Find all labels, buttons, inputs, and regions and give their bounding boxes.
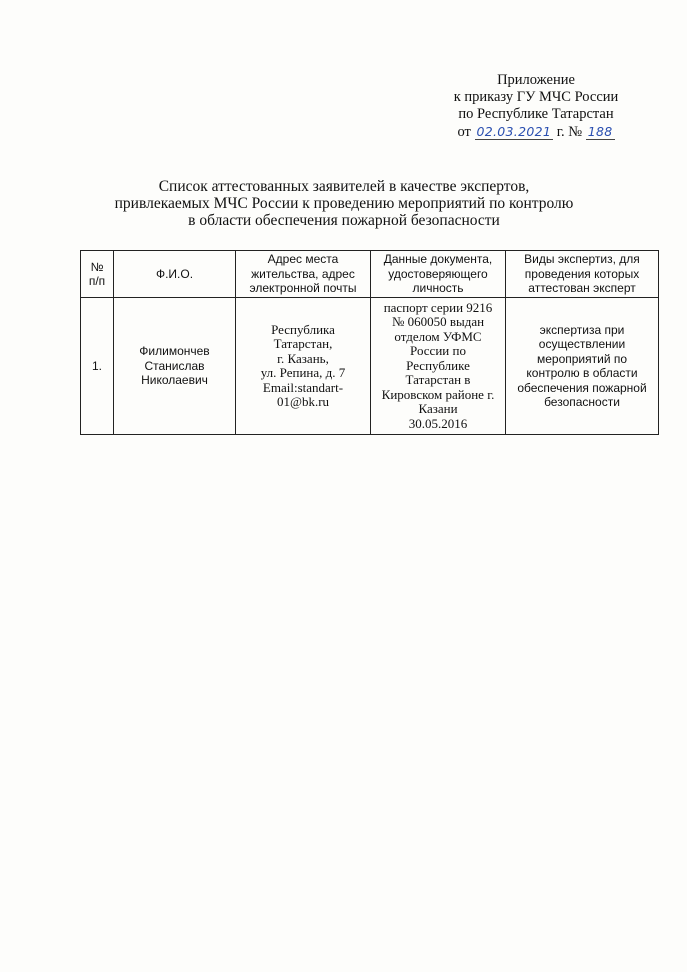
cell-line: аттестован эксперт <box>528 281 636 296</box>
cell-line: России по <box>410 343 466 359</box>
from-label: от <box>457 124 471 140</box>
cell-line: Татарстан в <box>405 372 471 388</box>
experts-table <box>80 250 659 435</box>
appendix-date-number <box>420 123 652 141</box>
title-line-2: привлекаемых МЧС России к проведению мероприятий по контролю <box>114 195 574 212</box>
cell-line: отделом УФМС <box>394 328 482 344</box>
cell-line: личность <box>412 281 464 296</box>
cell-line: жительства, адрес <box>251 266 355 281</box>
header-num <box>81 251 114 298</box>
cell-line: № <box>90 259 104 274</box>
title-line-1: Список аттестованных заявителей в качестве экспертов, <box>158 178 530 195</box>
table-row <box>81 298 659 435</box>
cell-line: обеспечения пожарной <box>517 380 647 395</box>
row-document <box>371 298 506 435</box>
header-document <box>371 251 506 298</box>
cell-line: проведения которых <box>524 266 640 281</box>
cell-line: Республика <box>271 321 335 337</box>
cell-line: ул. Репина, д. 7 <box>260 365 346 380</box>
cell-line: Татарстан, <box>273 336 333 351</box>
cell-line: № 060050 выдан <box>391 314 485 330</box>
cell-line: паспорт серии 9216 <box>383 299 493 315</box>
header-address <box>236 251 371 298</box>
row-name <box>114 298 236 435</box>
document-title <box>60 178 628 229</box>
cell-line: г. Казань, <box>277 350 329 366</box>
cell-line: электронной почты <box>249 281 357 296</box>
header-expertise <box>506 251 659 298</box>
cell-line: удостоверяющего <box>388 266 488 281</box>
cell-line: Адрес места <box>267 252 339 267</box>
order-date: 02.03.2021 <box>476 124 552 139</box>
row-num: 1. <box>81 298 114 435</box>
cell-line: п/п <box>88 274 106 288</box>
cell-line: Ф.И.О. <box>155 266 194 281</box>
cell-line: осуществлении <box>538 337 626 351</box>
table-header-row <box>81 251 659 298</box>
cell-line: экспертиза при <box>539 322 625 337</box>
year-number-label: г. № <box>556 124 583 140</box>
cell-line: контролю в области <box>526 366 638 380</box>
cell-line: Станислав <box>144 358 205 373</box>
cell-line: 01@bk.ru <box>276 394 330 409</box>
order-number: 188 <box>587 124 613 139</box>
title-line-3: в области обеспечения пожарной безопасности <box>188 212 500 229</box>
cell-line: Виды экспертиз, для <box>524 252 640 267</box>
cell-line: Кировском районе г. <box>381 386 495 402</box>
row-expertise <box>506 298 659 435</box>
cell-line: Данные документа, <box>383 252 493 267</box>
header-name <box>114 251 236 298</box>
appendix-title: Приложение <box>497 72 575 88</box>
cell-line: 30.05.2016 <box>408 415 468 431</box>
cell-line: Николаевич <box>141 373 208 388</box>
cell-line: Email:standart- <box>262 379 344 395</box>
cell-line: мероприятий по <box>536 351 628 366</box>
appendix-region: по Республике Татарстан <box>458 106 614 122</box>
appendix-header <box>420 72 652 141</box>
cell-line: безопасности <box>544 395 620 409</box>
row-address <box>236 298 371 435</box>
cell-line: Филимончев <box>139 344 210 359</box>
appendix-order-ref: к приказу ГУ МЧС России <box>453 89 619 105</box>
cell-line: Казани <box>418 401 458 417</box>
cell-line: Республике <box>406 357 470 373</box>
